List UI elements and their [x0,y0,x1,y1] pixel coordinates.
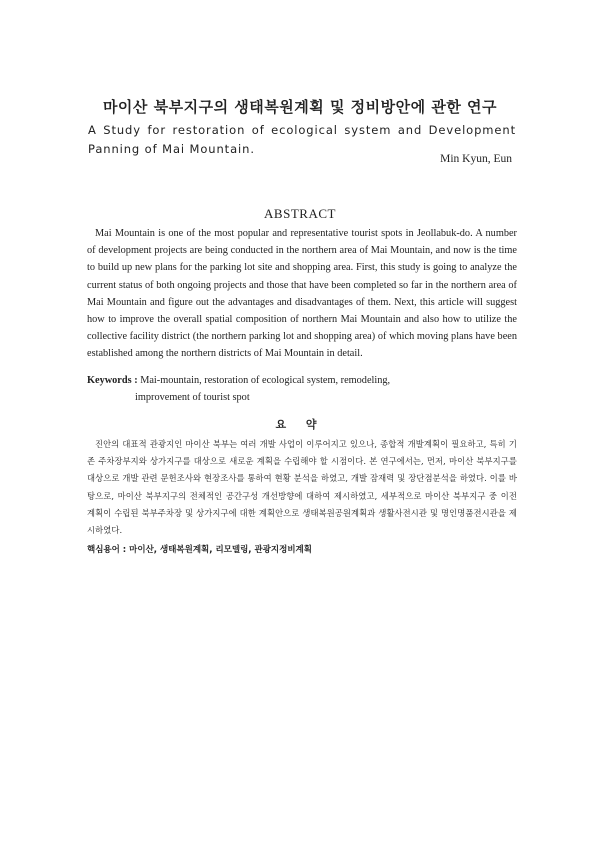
korean-keywords: 핵심용어 : 마이산, 생태복원계획, 리모델링, 관광지정비계획 [87,545,312,555]
keywords-label: Keywords : [87,375,138,386]
paper-title-korean: 마이산 북부지구의 생태복원계획 및 정비방안에 관한 연구 [102,98,498,116]
keywords-block [87,372,517,406]
korean-summary-heading: 요 약 [275,418,325,431]
keywords-line-2: improvement of tourist spot [135,392,250,403]
paper-title-english: A Study for restoration of ecological system and Development Panning of Mai Mountain. [88,123,516,156]
keywords-line-1: Mai-mountain, restoration of ecological system, remodeling, [140,375,391,386]
abstract-body: Mai Mountain is one of the most popular and representative tourist spots in Jeollabuk-do. A number of development projects are being conducted in the northern area of Mai Mountain, and now is the time to build up new plans for the parking lot site and shopping area. First, this study is going to analyze the current status of both ongoing projects and those that have been completed so far in the northern area of Mai Mountain and figure out the advantages and disadvantages of them. Next, this article will suggest how to improve the overall spatial composition of northern Mai Mountain and also how to utilize the collective facility district (the northern parking lot and shopping area) of which moving plans have been established among the northern districts of Mai Mountain in detail. [87,228,517,360]
abstract-heading: ABSTRACT [264,206,336,221]
korean-summary-body: 진안의 대표적 관광지인 마이산 북부는 여러 개발 사업이 이루어지고 있으나, 종합적 개발계획이 필요하고, 특히 기존 주차장부지와 상가지구를 대상으로 새로운 계획을 수립해야 할 시점이다. 본 연구에서는, 먼저, 마이산 북부지구를 대상으로 개발 관련 문헌조사와 현장조사를 통하여 현황 분석을 하였고, 개발 잠재력 및 장단점분석을 하였다. 이를 바탕으로, 마이산 북부지구의 전체적인 공간구성 개선방향에 대하여 제시하였고, 세부적으로 마이산 북부지구 중 이전 계획이 수립된 북부주차장 및 상가지구에 대한 계획안으로 생태복원공원계획과 생활사전시관 및 명인명품전시관을 제시하였다. [87,439,517,536]
author-name: Min Kyun, Eun [440,153,512,165]
